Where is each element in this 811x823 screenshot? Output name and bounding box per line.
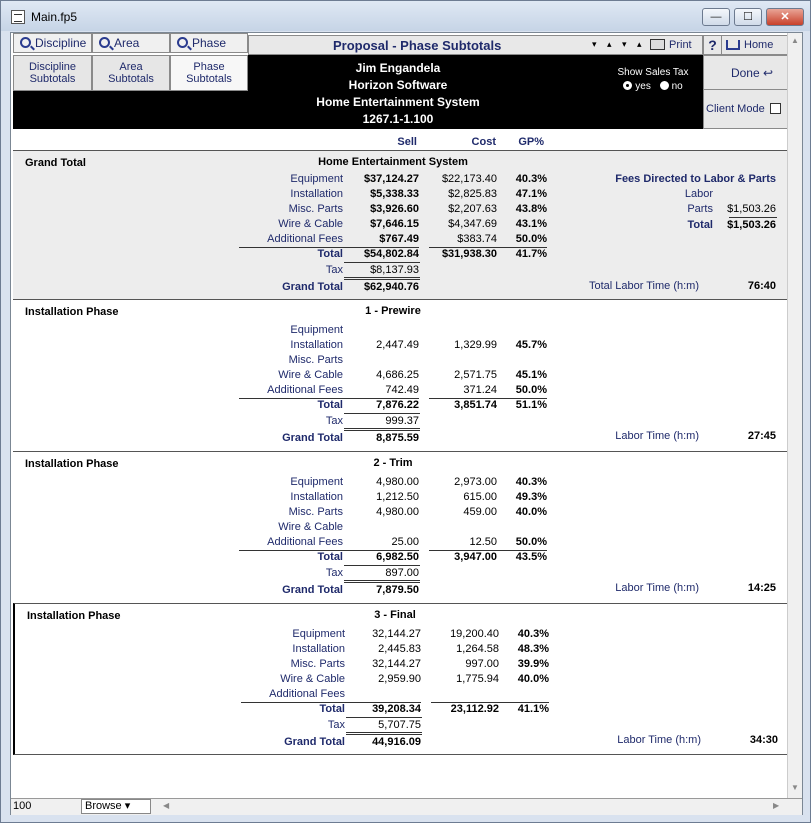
- fees-directed-title: Fees Directed to Labor & Parts: [615, 173, 776, 185]
- sell-value: 4,686.25: [376, 369, 419, 381]
- grand-total-double-rule: [344, 580, 420, 583]
- labor-time-label: Labor Time (h:m): [617, 734, 701, 746]
- total-gp: 41.7%: [515, 248, 547, 260]
- home-label: Home: [744, 39, 774, 51]
- printer-icon: [650, 39, 665, 50]
- grand-total-label: Grand Total: [282, 432, 343, 444]
- tax-divider: [344, 413, 420, 414]
- home-icon: [726, 40, 740, 50]
- grand-total-label: Grand Total: [282, 281, 343, 293]
- cost-value: 2,571.75: [454, 369, 497, 381]
- row-label: Equipment: [292, 628, 345, 640]
- phase-subtotals-button[interactable]: [170, 55, 248, 91]
- grand-total-double-rule: [344, 277, 420, 280]
- grand-total-value: 7,879.50: [376, 584, 419, 596]
- sell-value: 1,212.50: [376, 491, 419, 503]
- row-label: Installation: [290, 188, 343, 200]
- fees-total-value: $1,503.26: [727, 219, 776, 231]
- row-label: Misc. Parts: [288, 506, 343, 518]
- cost-value: $2,207.63: [448, 203, 497, 215]
- section-title: Installation Phase: [27, 610, 121, 622]
- total-sell: 7,876.22: [376, 399, 419, 411]
- fees-total-label: Total: [687, 219, 713, 231]
- gp-value: 45.1%: [515, 369, 547, 381]
- home-button[interactable]: [726, 36, 773, 54]
- cost-value: 1,264.58: [456, 643, 499, 655]
- cost-value: $4,347.69: [448, 218, 497, 230]
- discipline-subtotals-label-2: Subtotals: [29, 73, 76, 85]
- row-label: Wire & Cable: [278, 369, 343, 381]
- client-mode-toggle[interactable]: [704, 90, 800, 128]
- maximize-button[interactable]: ☐: [734, 8, 762, 26]
- gp-value: 39.9%: [517, 658, 549, 670]
- status-bar: [11, 798, 802, 815]
- discipline-subtotals-label-1: Discipline: [28, 61, 77, 73]
- sell-value: 2,447.49: [376, 339, 419, 351]
- header-black-strip: [13, 91, 248, 129]
- sell-value: 4,980.00: [376, 506, 419, 518]
- section-project-name: Home Entertainment System: [318, 156, 468, 168]
- labor-time-value: 34:30: [749, 734, 778, 746]
- mode-select[interactable]: Browse ▾: [81, 799, 151, 814]
- cost-value: 615.00: [463, 491, 497, 503]
- total-label: Total: [317, 399, 343, 411]
- cost-value: $383.74: [457, 233, 497, 245]
- sales-tax-toggle: [608, 67, 698, 92]
- phase-name: 2 - Trim: [373, 457, 413, 469]
- row-label: Additional Fees: [267, 384, 343, 396]
- phase-subtotals-label-2: Subtotals: [186, 73, 232, 85]
- row-label: Additional Fees: [267, 233, 343, 245]
- sell-value: 25.00: [391, 536, 419, 548]
- cost-value: $22,173.40: [441, 173, 497, 185]
- gp-value: 48.3%: [517, 643, 549, 655]
- grand-total-section: [13, 150, 801, 299]
- labor-time-label: Labor Time (h:m): [615, 582, 699, 594]
- phase-button[interactable]: [170, 33, 248, 53]
- phase-subtotals-label-1: Phase: [193, 61, 225, 73]
- gp-value: 43.8%: [515, 203, 547, 215]
- total-sell: 39,208.34: [372, 703, 421, 715]
- horizontal-scrollbar[interactable]: [161, 799, 786, 814]
- sell-value: 2,959.90: [378, 673, 421, 685]
- project-code: 1267.1-1.100: [362, 112, 434, 126]
- gp-value: 43.1%: [515, 218, 547, 230]
- total-sell: 6,982.50: [376, 551, 419, 563]
- tax-no-label: no: [671, 81, 683, 92]
- cost-value: 1,329.99: [454, 339, 497, 351]
- row-label: Wire & Cable: [280, 673, 345, 685]
- cost-value: 12.50: [469, 536, 497, 548]
- magnifier-icon: [20, 37, 31, 48]
- total-cost: 3,851.74: [454, 399, 497, 411]
- client-mode-label: Client Mode: [706, 103, 765, 115]
- row-label: Wire & Cable: [278, 218, 343, 230]
- phase-section-3: [13, 603, 801, 755]
- tax-label: Tax: [325, 415, 343, 427]
- total-gp: 51.1%: [515, 399, 547, 411]
- total-labor-label: Total Labor Time (h:m): [588, 280, 699, 292]
- total-labor-value: 76:40: [747, 280, 776, 292]
- close-button[interactable]: ✕: [766, 8, 804, 26]
- total-gp: 43.5%: [515, 551, 547, 563]
- fees-divider: [729, 217, 777, 218]
- gp-value: 47.1%: [515, 188, 547, 200]
- grand-total-double-rule: [346, 732, 422, 735]
- project-name: Home Entertainment System: [316, 95, 480, 109]
- total-gp: 41.1%: [517, 703, 549, 715]
- page-title: Proposal - Phase Subtotals: [333, 38, 502, 53]
- labor-time-value: 27:45: [747, 430, 776, 442]
- total-label: Total: [319, 703, 345, 715]
- magnifier-icon: [99, 37, 110, 48]
- sell-value: 2,445.83: [378, 643, 421, 655]
- cost-value: 997.00: [465, 658, 499, 670]
- phase-name: 3 - Final: [374, 609, 416, 621]
- scroll-right-icon[interactable]: ▶: [773, 801, 780, 810]
- tax-divider: [346, 717, 422, 718]
- row-label: Wire & Cable: [278, 521, 343, 533]
- phase-section-1: [13, 299, 801, 451]
- client-company: Horizon Software: [348, 78, 448, 92]
- cost-value: 2,973.00: [454, 476, 497, 488]
- done-label: Done: [730, 66, 760, 80]
- total-cost: 23,112.92: [450, 703, 499, 715]
- column-header-cost: Cost: [471, 136, 496, 148]
- area-subtotals-label-2: Subtotals: [108, 73, 154, 85]
- gp-value: 40.3%: [517, 628, 549, 640]
- client-name: Jim Engandela: [355, 61, 441, 75]
- return-arrow-icon: ↩: [762, 66, 774, 80]
- client-mode-checkbox[interactable]: [770, 103, 781, 114]
- phase-label: Phase: [192, 36, 227, 50]
- discipline-subtotals-button[interactable]: [13, 55, 92, 91]
- cost-value: 1,775.94: [456, 673, 499, 685]
- title-bar: [1, 1, 810, 31]
- sell-value: 4,980.00: [376, 476, 419, 488]
- gp-value: 40.3%: [515, 173, 547, 185]
- gp-value: 40.0%: [515, 506, 547, 518]
- client-info-band: [248, 55, 703, 129]
- total-sell: $54,802.84: [363, 248, 419, 260]
- row-label: Misc. Parts: [288, 203, 343, 215]
- sell-value: $7,646.15: [370, 218, 419, 230]
- cost-value: 459.00: [463, 506, 497, 518]
- grand-total-value: $62,940.76: [363, 281, 419, 293]
- row-label: Misc. Parts: [290, 658, 345, 670]
- tax-divider: [344, 565, 420, 566]
- filemaker-app-icon: [11, 10, 25, 24]
- section-title: Installation Phase: [25, 306, 119, 318]
- area-button[interactable]: [92, 33, 170, 53]
- done-button[interactable]: [704, 56, 800, 90]
- tax-label: Tax: [325, 567, 343, 579]
- discipline-label: Discipline: [35, 36, 87, 50]
- column-header-gp: GP%: [518, 136, 544, 148]
- sales-tax-label: Show Sales Tax: [617, 67, 689, 78]
- total-cost: $31,938.30: [441, 248, 497, 260]
- help-button[interactable]: ?: [704, 36, 722, 54]
- gp-value: 50.0%: [515, 233, 547, 245]
- print-button[interactable]: [650, 36, 692, 54]
- area-subtotals-label-1: Area: [119, 61, 143, 73]
- discipline-button[interactable]: [13, 33, 92, 53]
- scroll-left-icon[interactable]: ◀: [163, 801, 170, 810]
- labor-time-value: 14:25: [747, 582, 776, 594]
- grand-total-label: Grand Total: [282, 584, 343, 596]
- sell-value: 32,144.27: [372, 628, 421, 640]
- grand-total-double-rule: [344, 428, 420, 431]
- cost-value: 371.24: [463, 384, 497, 396]
- radio-empty-icon: [660, 81, 669, 90]
- header-bar: [248, 35, 703, 55]
- gp-value: 50.0%: [515, 536, 547, 548]
- row-label: Additional Fees: [267, 536, 343, 548]
- gp-value: 49.3%: [515, 491, 547, 503]
- print-label: Print: [669, 39, 692, 51]
- radio-selected-icon: [623, 81, 632, 90]
- mode-label: Browse: [85, 800, 122, 812]
- tax-value: $8,137.93: [370, 264, 419, 276]
- tax-label: Tax: [325, 264, 343, 276]
- tax-yes-radio[interactable]: [623, 81, 651, 92]
- sell-value: $3,926.60: [370, 203, 419, 215]
- phase-section-2: [13, 451, 801, 603]
- section-title: Grand Total: [25, 157, 86, 169]
- cost-value: 19,200.40: [450, 628, 499, 640]
- total-cost: 3,947.00: [454, 551, 497, 563]
- window-title: Main.fp5: [31, 10, 78, 24]
- sell-value: $37,124.27: [363, 173, 419, 185]
- scroll-up-icon[interactable]: ▲: [791, 36, 799, 45]
- row-label: Misc. Parts: [288, 354, 343, 366]
- gp-value: 45.7%: [515, 339, 547, 351]
- fees-parts-value: $1,503.26: [727, 203, 776, 215]
- grand-total-value: 44,916.09: [372, 736, 421, 748]
- labor-time-label: Labor Time (h:m): [615, 430, 699, 442]
- row-label: Installation: [290, 491, 343, 503]
- tax-no-radio[interactable]: [660, 81, 683, 92]
- phase-name: 1 - Prewire: [365, 305, 421, 317]
- scroll-down-icon[interactable]: ▼: [791, 783, 799, 792]
- row-label: Installation: [290, 339, 343, 351]
- fees-labor-label: Labor: [684, 188, 713, 200]
- gp-value: 50.0%: [515, 384, 547, 396]
- record-nav-arrows[interactable]: ▾ ▴ ▾ ▴: [592, 39, 646, 49]
- sell-value: 742.49: [385, 384, 419, 396]
- cost-value: $2,825.83: [448, 188, 497, 200]
- tax-yes-label: yes: [635, 81, 651, 92]
- row-label: Equipment: [290, 476, 343, 488]
- grand-total-value: 8,875.59: [376, 432, 419, 444]
- grand-total-label: Grand Total: [284, 736, 345, 748]
- vertical-scrollbar[interactable]: [787, 33, 802, 798]
- row-label: Installation: [292, 643, 345, 655]
- tax-label: Tax: [327, 719, 345, 731]
- sell-value: 32,144.27: [372, 658, 421, 670]
- tax-value: 897.00: [385, 567, 419, 579]
- minimize-button[interactable]: —: [702, 8, 730, 26]
- gp-value: 40.3%: [515, 476, 547, 488]
- layout-area: [10, 32, 803, 815]
- tax-value: 999.37: [385, 415, 419, 427]
- sell-value: $767.49: [379, 233, 419, 245]
- gp-value: 40.0%: [517, 673, 549, 685]
- row-label: Equipment: [290, 173, 343, 185]
- row-label: Equipment: [290, 324, 343, 336]
- magnifier-icon: [177, 37, 188, 48]
- section-title: Installation Phase: [25, 458, 119, 470]
- total-label: Total: [317, 248, 343, 260]
- tax-value: 5,707.75: [378, 719, 421, 731]
- sell-value: $5,338.33: [370, 188, 419, 200]
- fees-parts-label: Parts: [687, 203, 713, 215]
- column-header-sell: Sell: [397, 136, 417, 148]
- tax-divider: [344, 262, 420, 263]
- client-info: [248, 60, 548, 128]
- area-label: Area: [114, 36, 140, 50]
- row-label: Additional Fees: [269, 688, 345, 700]
- zoom-level[interactable]: 100: [13, 800, 32, 812]
- total-label: Total: [317, 551, 343, 563]
- area-subtotals-button[interactable]: [92, 55, 170, 91]
